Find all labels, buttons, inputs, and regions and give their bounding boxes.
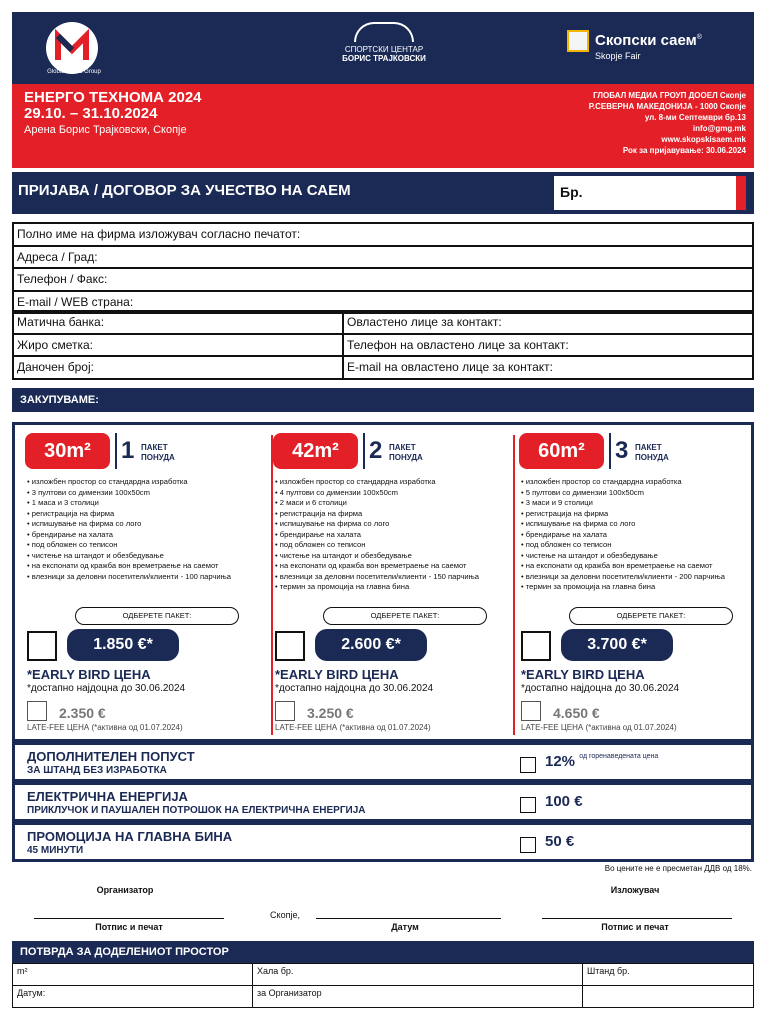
conf-organizer[interactable]: за Организатор [253, 986, 583, 1008]
field-tax-number[interactable]: Даночен број: [13, 356, 343, 379]
package-label-1: ПАКЕТ [389, 443, 416, 452]
package-number: 2 [369, 437, 383, 464]
conf-date[interactable]: Датум: [13, 986, 253, 1008]
option-note: од горенаведената цена [579, 753, 659, 760]
option-price: 50 € [545, 833, 575, 850]
choose-package-label: ОДБЕРЕТЕ ПАКЕТ: [569, 607, 733, 625]
package-feature: • изложбен простор со стандардна изработка [27, 477, 262, 488]
header-bar [12, 12, 754, 84]
option-checkbox[interactable] [520, 757, 536, 773]
confirmation-table [12, 963, 754, 1008]
contact-deadline: Рок за пријавување: 30.06.2024 [622, 146, 746, 155]
package-feature: • 3 пултови со димензии 100x50cm [27, 488, 262, 499]
package-3 [519, 431, 759, 741]
contact-street: ул. 8-ми Септември бр.13 [644, 113, 746, 122]
early-bird-price: 1.850 €* [67, 629, 179, 661]
form-title: ПРИЈАВА / ДОГОВОР ЗА УЧЕСТВО НА САЕМ [18, 182, 351, 199]
early-bird-label: *EARLY BIRD ЦЕНА [275, 667, 399, 682]
package-features [27, 477, 262, 582]
package-2 [273, 431, 513, 741]
package-feature: • термин за промоција на главна бина [275, 582, 510, 593]
package-separator [609, 433, 611, 469]
bank-contact-table [12, 310, 754, 380]
global-media-group-logo [44, 20, 100, 76]
contact-company: ГЛОБАЛ МЕДИА ГРОУП ДООЕЛ Скопје [593, 91, 746, 100]
option-subtitle: ПРИКЛУЧОК И ПАУШАЛЕН ПОТРОШОК НА ЕЛЕКТРИЧНА ЕНЕРГИЈА [27, 805, 366, 816]
early-bird-note: *достапно најдоцна до 30.06.2024 [521, 683, 680, 694]
package-features [275, 477, 510, 593]
fair-logo-icon [567, 30, 589, 52]
vat-note: Во цените не е пресметан ДДВ од 18%. [604, 864, 752, 873]
package-feature: • на експонати од кражба вон времетраење на саемот [521, 561, 756, 572]
package-feature: • изложбен простор со стандардна изработка [275, 477, 510, 488]
arena-line1: СПОРТСКИ ЦЕНТАР [344, 45, 424, 54]
conf-hall[interactable]: Хала бр. [253, 964, 583, 986]
option-2 [12, 782, 754, 822]
field-contact-email[interactable]: E-mail на овластено лице за контакт: [343, 356, 753, 379]
option-subtitle: 45 МИНУТИ [27, 845, 84, 856]
conf-empty[interactable] [583, 986, 754, 1008]
late-fee-checkbox[interactable] [275, 701, 295, 721]
option-value [545, 793, 583, 810]
option-value [545, 753, 658, 770]
package-feature: • чистење на штандот и обезбедување [521, 551, 756, 562]
package-feature: • 1 маса и 3 столици [27, 498, 262, 509]
confirmation-header: ПОТВРДА ЗА ДОДЕЛЕНИОТ ПРОСТОР [12, 941, 754, 963]
option-price: 12% [545, 753, 576, 770]
package-number: 3 [615, 437, 629, 464]
package-feature: • регистрација на фирма [27, 509, 262, 520]
package-feature: • на експонати од кражба вон времетраење на саемот [275, 561, 510, 572]
package-feature: • чистење на штандот и обезбедување [275, 551, 510, 562]
package-feature: • испишување на фирма со лого [27, 519, 262, 530]
contact-country: Р.СЕВЕРНА МАКЕДОНИЈА - 1000 Скопје [588, 102, 746, 111]
package-feature: • под обложен со теписон [275, 540, 510, 551]
date-line[interactable] [316, 918, 501, 919]
package-feature: • 5 пултови со димензии 100x50cm [521, 488, 756, 499]
package-feature: • брендирање на халата [275, 530, 510, 541]
choose-package-label: ОДБЕРЕТЕ ПАКЕТ: [75, 607, 239, 625]
package-feature: • на експонати од кражба вон времетраење на саемот [27, 561, 262, 572]
contact-email[interactable]: info@gmg.mk [692, 124, 746, 133]
form-header [12, 172, 754, 214]
package-1 [25, 431, 265, 741]
option-subtitle: ЗА ШТАНД БЕЗ ИЗРАБОТКА [27, 765, 167, 776]
package-checkbox[interactable] [521, 631, 551, 661]
fair-reg: ® [696, 34, 702, 41]
option-1 [12, 742, 754, 782]
package-checkbox[interactable] [275, 631, 305, 661]
form-number-field[interactable]: Бр. [554, 176, 739, 210]
package-feature: • изложбен простор со стандардна изработка [521, 477, 756, 488]
logo-caption: Global Media Group [47, 69, 101, 75]
package-size: 30m² [25, 433, 110, 469]
date-label: Датум [391, 922, 419, 932]
field-address[interactable]: Адреса / Град: [13, 246, 753, 269]
package-feature: • 3 маси и 9 столици [521, 498, 756, 509]
early-bird-price: 3.700 €* [561, 629, 673, 661]
package-label [389, 443, 423, 463]
package-feature: • под обложен со теписон [27, 540, 262, 551]
package-label-2: ПОНУДА [635, 453, 669, 462]
choose-package-label: ОДБЕРЕТЕ ПАКЕТ: [323, 607, 487, 625]
packages-section [12, 422, 754, 742]
organizer-contact [589, 90, 746, 156]
early-bird-label: *EARLY BIRD ЦЕНА [27, 667, 151, 682]
field-company-name[interactable]: Полно име на фирма изложувач согласно печатот: [13, 223, 753, 246]
option-title: ЕЛЕКТРИЧНА ЕНЕРГИЈА [27, 789, 188, 804]
event-dates: 29.10. – 31.10.2024 [24, 105, 158, 122]
early-bird-note: *достапно најдоцна до 30.06.2024 [275, 683, 434, 694]
field-phone-fax[interactable]: Телефон / Факс: [13, 268, 753, 291]
event-venue: Арена Борис Трајковски, Скопје [24, 124, 187, 136]
package-feature: • влезници за деловни посетители/клиенти - 150 парчиња [275, 572, 510, 583]
package-size: 42m² [273, 433, 358, 469]
arena-line2: БОРИС ТРАЈКОВСКИ [342, 54, 426, 63]
early-bird-note: *достапно најдоцна до 30.06.2024 [27, 683, 186, 694]
form-number-accent [736, 176, 746, 210]
contact-web[interactable]: www.skopskisaem.mk [661, 135, 746, 144]
conf-m2[interactable]: m² [13, 964, 253, 986]
organizer-signature-line[interactable] [34, 918, 224, 919]
package-feature: • регистрација на фирма [275, 509, 510, 520]
option-value [545, 833, 574, 850]
fair-sub: Skopje Fair [595, 51, 641, 61]
package-feature: • брендирање на халата [27, 530, 262, 541]
early-bird-price: 2.600 €* [315, 629, 427, 661]
option-title: ДОПОЛНИТЕЛЕН ПОПУСТ [27, 749, 195, 764]
package-label-1: ПАКЕТ [635, 443, 662, 452]
option-3 [12, 822, 754, 862]
package-separator [115, 433, 117, 469]
arena-logo [334, 22, 434, 63]
late-fee-note: LATE-FEE ЦЕНА (*активна од 01.07.2024) [275, 723, 431, 732]
package-size: 60m² [519, 433, 604, 469]
field-contact-person[interactable]: Овластено лице за контакт: [343, 311, 753, 334]
package-feature: • влезници за деловни посетители/клиенти - 200 парчиња [521, 572, 756, 583]
late-fee-note: LATE-FEE ЦЕНА (*активна од 01.07.2024) [521, 723, 677, 732]
package-feature: • испишување на фирма со лого [275, 519, 510, 530]
field-bank[interactable]: Матична банка: [13, 311, 343, 334]
fair-name: Скопски саем [595, 32, 697, 49]
event-title: ЕНЕРГО ТЕХНОМА 2024 [24, 89, 202, 106]
package-divider [513, 435, 515, 735]
package-features [521, 477, 756, 593]
field-email-web[interactable]: E-mail / WEB страна: [13, 291, 753, 314]
package-feature: • 4 пултови со димензии 100x50cm [275, 488, 510, 499]
package-label [141, 443, 175, 463]
package-checkbox[interactable] [27, 631, 57, 661]
exhibitor-signature-line[interactable] [542, 918, 732, 919]
late-fee-checkbox[interactable] [27, 701, 47, 721]
package-label-2: ПОНУДА [141, 453, 175, 462]
purchase-bar: ЗАКУПУВАМЕ: [12, 388, 754, 412]
early-bird-label: *EARLY BIRD ЦЕНА [521, 667, 645, 682]
option-title: ПРОМОЦИЈА НА ГЛАВНА БИНА [27, 829, 233, 844]
late-fee-price: 2.350 € [59, 705, 106, 721]
city-label: Скопје, [270, 910, 300, 920]
company-info-table [12, 222, 754, 314]
package-label [635, 443, 669, 463]
late-fee-price: 3.250 € [307, 705, 354, 721]
option-checkbox[interactable] [520, 797, 536, 813]
event-banner [12, 84, 754, 168]
late-fee-checkbox[interactable] [521, 701, 541, 721]
package-feature: • под обложен со теписон [521, 540, 756, 551]
exhibitor-label: Изложувач [610, 885, 660, 895]
field-account[interactable]: Жиро сметка: [13, 334, 343, 357]
package-feature: • регистрација на фирма [521, 509, 756, 520]
option-price: 100 € [545, 793, 583, 810]
exhibitor-sign-label: Потпис и печат [601, 922, 669, 932]
package-number: 1 [121, 437, 135, 464]
package-separator [363, 433, 365, 469]
package-feature: • чистење на штандот и обезбедување [27, 551, 262, 562]
package-feature: • влезници за деловни посетители/клиенти - 100 парчиња [27, 572, 262, 583]
package-feature: • испишување на фирма со лого [521, 519, 756, 530]
conf-stand[interactable]: Штанд бр. [583, 964, 754, 986]
organizer-sign-label: Потпис и печат [95, 922, 163, 932]
package-feature: • 2 маси и 6 столици [275, 498, 510, 509]
field-contact-phone[interactable]: Телефон на овластено лице за контакт: [343, 334, 753, 357]
arena-dome-icon [354, 22, 414, 42]
organizer-label: Организатор [96, 885, 154, 895]
package-feature: • брендирање на халата [521, 530, 756, 541]
late-fee-note: LATE-FEE ЦЕНА (*активна од 01.07.2024) [27, 723, 183, 732]
package-label-2: ПОНУДА [389, 453, 423, 462]
option-checkbox[interactable] [520, 837, 536, 853]
package-feature: • термин за промоција на главна бина [521, 582, 756, 593]
package-label-1: ПАКЕТ [141, 443, 168, 452]
late-fee-price: 4.650 € [553, 705, 600, 721]
